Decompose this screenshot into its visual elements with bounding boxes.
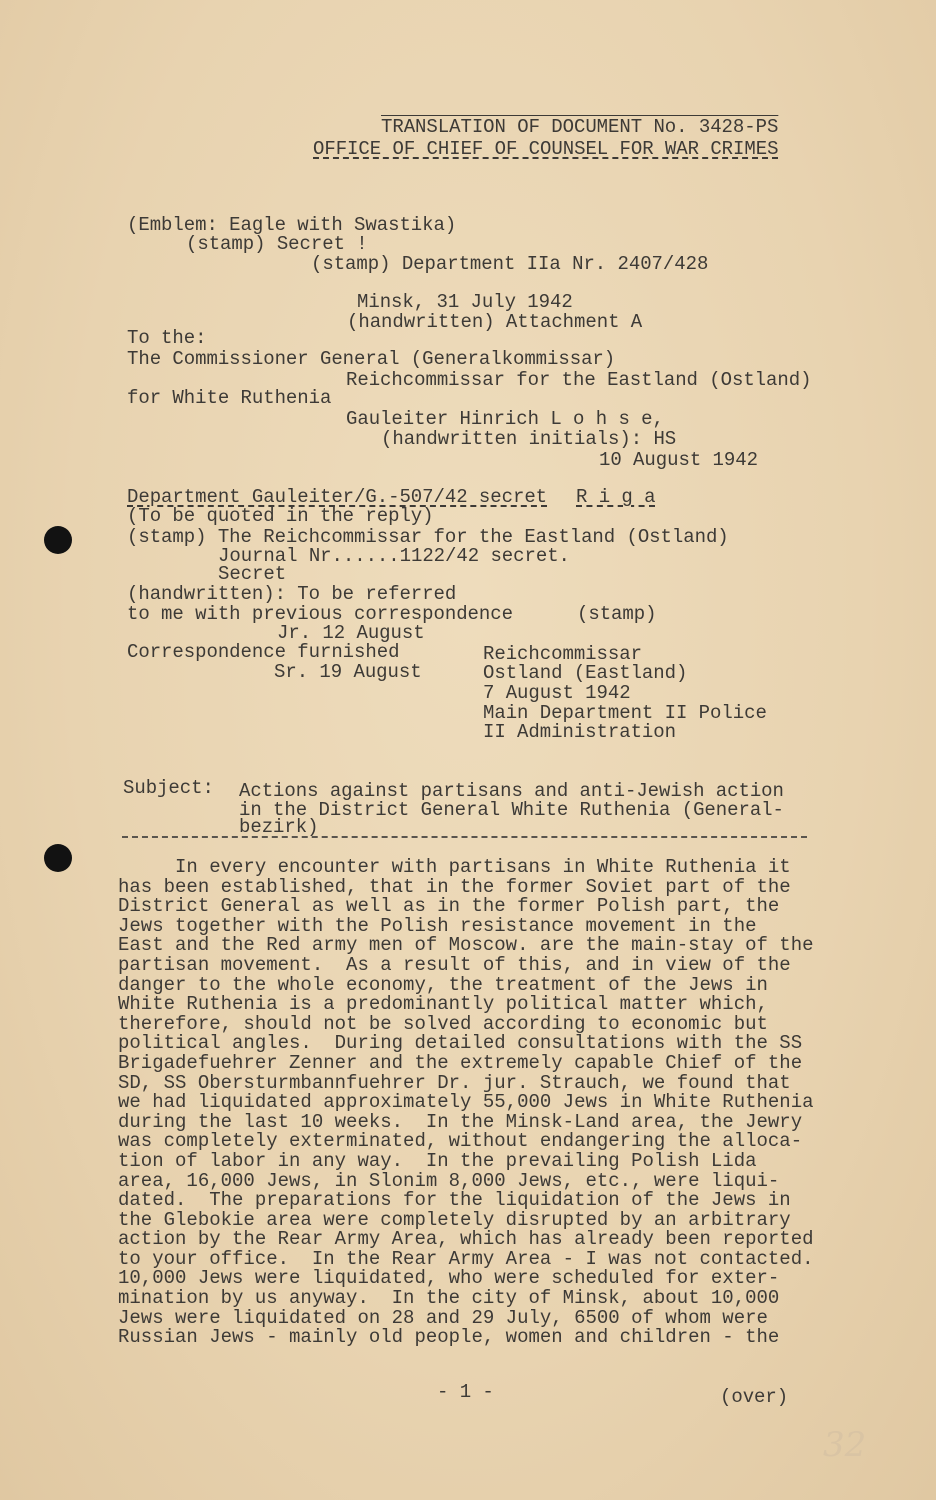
stamp-line: Ostland (Eastland) [483,662,688,684]
body-line: White Ruthenia is a predominantly political matter which, [118,993,768,1016]
journal-number: Journal Nr......1122/42 secret. [218,545,570,567]
stamp-reichcommissar: (stamp) The Reichcommissar for the Eastland (Ostland) [127,526,729,548]
body-line: the Glebokie area were completely disrupted by an arbitrary [118,1208,791,1231]
addressee-commissioner: The Commissioner General (Generalkommissar) [127,348,616,370]
handwritten-referral: (handwritten): To be referred [127,583,457,605]
body-line: we had liquidated approximately 55,000 Jews in White Ruthenia [118,1091,814,1114]
subject-line: Actions against partisans and anti-Jewish action [239,780,784,802]
subject-line: in the District General White Ruthenia (General- [239,799,784,821]
correspondence-furnished: Correspondence furnished [127,641,400,663]
body-line: area, 16,000 Jews, in Slonim 8,000 Jews, etc., were liqui- [118,1169,780,1192]
sender-gauleiter: Gauleiter Hinrich L o h s e, [346,408,664,430]
body-line: danger to the whole economy, the treatment of the Jews in [118,973,768,996]
body-line: SD, SS Obersturmbannfuehrer Dr. jur. Strauch, we found that [118,1071,791,1094]
subject-line: bezirk) [239,816,319,838]
document-title: TRANSLATION OF DOCUMENT No. 3428-PS [381,116,779,138]
stamp-line: Reichcommissar [483,643,642,665]
reference-quoted: (To be quoted in the reply) [127,505,434,527]
body-line: District General as well as in the former Polish part, the [118,895,780,918]
subject-label: Subject: [123,777,214,799]
body-line: therefore, should not be solved according to economic but [118,1012,768,1035]
body-line: political angles. During detailed consultations with the SS [118,1032,803,1055]
stamp-line: 7 August 1942 [483,682,631,704]
body-line: action by the Rear Army Area, which has already been reported [118,1228,814,1251]
over-note: (over) [720,1386,789,1408]
attachment-note: (handwritten) Attachment A [347,311,643,333]
body-line: mination by us anyway. In the city of Minsk, about 10,000 [118,1287,780,1310]
body-line: has been established, that in the former Soviet part of the [118,875,791,898]
handwritten-initials: (handwritten initials): HS [381,428,677,450]
place-date: Minsk, 31 July 1942 [357,291,573,313]
reference-department: Department Gauleiter/G.-507/42 secret [127,486,548,508]
addressee-region: for White Ruthenia [127,387,332,409]
office-title: OFFICE OF CHIEF OF COUNSEL FOR WAR CRIMES [313,138,779,160]
emblem-note: (Emblem: Eagle with Swastika) [127,214,457,236]
body-line: Russian Jews - mainly old people, women and children - the [118,1326,780,1349]
body-line: Brigadefuehrer Zenner and the extremely capable Chief of the [118,1051,803,1074]
subject-divider [122,836,807,838]
sr-date: Sr. 19 August [274,661,422,683]
body-text [118,858,838,1348]
body-line: partisan movement. As a result of this, and in view of the [118,953,791,976]
stamp-department: (stamp) Department IIa Nr. 2407/428 [311,253,709,275]
body-line: Jews were liquidated on 28 and 29 July, 6500 of whom were [118,1306,768,1329]
body-line: dated. The preparations for the liquidation of the Jews in [118,1189,791,1212]
stamp-line: II Administration [483,721,676,743]
body-line: was completely exterminated, without endangering the alloca- [118,1130,803,1153]
body-line: to your office. In the Rear Army Area - I was not contacted. [118,1247,814,1270]
body-line: In every encounter with partisans in White Ruthenia it [118,856,791,878]
punch-hole [44,844,72,872]
body-line: 10,000 Jews were liquidated, who were scheduled for exter- [118,1267,780,1290]
body-line: East and the Red army men of Moscow. are the main-stay of the [118,934,814,957]
sender-reichcommissar: Reichcommissar for the Eastland (Ostland) [346,369,812,391]
reference-riga: R i g a [576,486,656,508]
body-line: Jews together with the Polish resistance movement in the [118,914,757,937]
secret-label: Secret [218,563,287,585]
stamp-line: Main Department II Police [483,702,767,724]
jr-date: Jr. 12 August [277,622,425,644]
body-line: tion of labor in any way. In the prevailing Polish Lida [118,1149,757,1172]
addressee-to: To the: [127,327,207,349]
punch-hole [44,526,72,554]
stamp-label: (stamp) [577,603,657,625]
handwritten-folio: 32 [823,1425,867,1465]
body-line: during the last 10 weeks. In the Minsk-Land area, the Jewry [118,1110,803,1133]
page-number: - 1 - [437,1381,494,1403]
referral-continued: to me with previous correspondence [127,603,513,625]
initials-date: 10 August 1942 [599,449,758,471]
stamp-secret: (stamp) Secret ! [186,233,368,255]
